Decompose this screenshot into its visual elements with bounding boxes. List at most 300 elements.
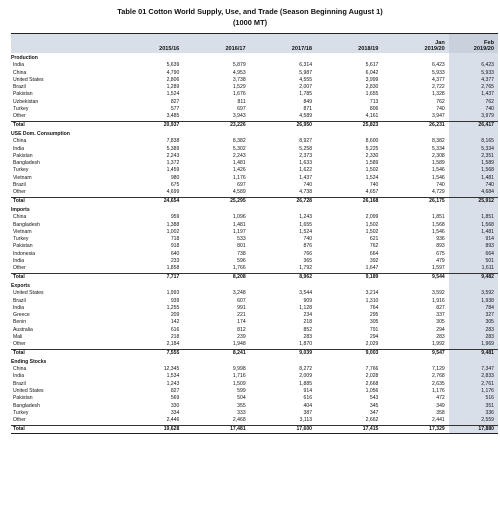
- table-row: [11, 373, 498, 380]
- value-cell: 876: [303, 243, 313, 250]
- value-cell: 980: [170, 174, 180, 181]
- total-value-cell: 8,962: [250, 273, 316, 281]
- value-cell: 607: [237, 297, 246, 304]
- header-2016-17: 2016/17: [183, 34, 249, 54]
- header-2015-16: 2015/16: [117, 34, 183, 54]
- table-header: [11, 34, 498, 54]
- total-value-cell: 17,329: [382, 425, 448, 433]
- value-cell: 871: [303, 106, 313, 113]
- value-cell: 1,858: [166, 265, 180, 272]
- row-label: Turkey: [13, 409, 29, 416]
- value-cell: 740: [436, 106, 445, 113]
- value-cell: 1,481: [232, 160, 246, 167]
- value-cell: 345: [369, 402, 379, 409]
- value-cell: 8,272: [299, 366, 313, 373]
- total-value-cell: 24,654: [117, 197, 183, 205]
- value-cell: 305: [369, 319, 379, 326]
- value-cell: 664: [449, 251, 498, 258]
- table-row: [11, 182, 498, 189]
- empty-cell: [316, 129, 382, 138]
- value-cell: 5,334: [449, 146, 498, 153]
- value-cell: 1,310: [365, 297, 379, 304]
- value-cell: 3,485: [166, 113, 180, 120]
- value-cell: 762: [436, 98, 445, 105]
- value-cell: 621: [369, 236, 379, 243]
- value-cell: 740: [449, 106, 498, 113]
- empty-cell: [117, 129, 183, 138]
- value-cell: 1,388: [166, 221, 180, 228]
- row-label: Bangladesh: [13, 160, 40, 167]
- empty-cell: [250, 53, 316, 62]
- empty-cell: [117, 53, 183, 62]
- total-value-cell: 7,717: [117, 273, 183, 281]
- value-cell: 142: [170, 319, 180, 326]
- value-cell: 1,546: [432, 174, 445, 181]
- row-label: Other: [13, 265, 26, 272]
- total-value-cell: 26,231: [382, 121, 448, 129]
- empty-cell: [117, 357, 183, 366]
- cotton-supply-table: [11, 33, 498, 434]
- value-cell: 1,633: [299, 160, 313, 167]
- table-row: [11, 290, 498, 297]
- value-cell: 766: [303, 250, 313, 257]
- value-cell: 3,999: [365, 76, 379, 83]
- section-title: Production: [11, 55, 38, 61]
- value-cell: 936: [436, 236, 445, 243]
- row-label: Pakistan: [13, 91, 33, 98]
- value-cell: 7,766: [365, 366, 379, 373]
- value-cell: 3,113: [299, 417, 313, 424]
- value-cell: 1,437: [299, 174, 313, 181]
- value-cell: 2,308: [432, 152, 445, 159]
- value-cell: 349: [436, 402, 445, 409]
- row-label: United States: [13, 290, 44, 297]
- value-cell: 939: [170, 297, 180, 304]
- value-cell: 762: [449, 99, 498, 106]
- total-label: Total: [11, 425, 117, 433]
- value-cell: 4,699: [166, 189, 180, 196]
- value-cell: 738: [237, 250, 246, 257]
- total-value-cell: 9,544: [382, 273, 448, 281]
- section-header-row: [11, 281, 498, 290]
- total-value-cell: 26,175: [382, 197, 448, 205]
- row-label: Other: [13, 113, 26, 120]
- value-cell: 5,258: [299, 145, 313, 152]
- value-cell: 1,589: [365, 160, 379, 167]
- value-cell: 5,617: [365, 62, 379, 69]
- total-row: [11, 349, 498, 357]
- empty-cell: [183, 205, 249, 214]
- value-cell: 355: [237, 402, 246, 409]
- empty-cell: [382, 357, 448, 366]
- row-label: Vietnam: [13, 174, 32, 181]
- table-row: [11, 153, 498, 160]
- value-cell: 1,870: [299, 341, 313, 348]
- value-cell: 2,243: [166, 152, 180, 159]
- value-cell: 5,879: [232, 62, 246, 69]
- row-label: Vietnam: [13, 228, 32, 235]
- value-cell: 1,243: [299, 214, 313, 221]
- value-cell: 1,289: [166, 84, 180, 91]
- table-subtitle: (1000 MT): [232, 18, 268, 27]
- row-label: Pakistan: [13, 395, 33, 402]
- value-cell: 918: [170, 243, 180, 250]
- total-row: [11, 121, 498, 129]
- value-cell: 713: [369, 98, 379, 105]
- value-cell: 504: [237, 395, 246, 402]
- value-cell: 283: [449, 334, 498, 341]
- value-cell: 4,790: [166, 69, 180, 76]
- value-cell: 347: [369, 409, 379, 416]
- value-cell: 2,668: [365, 380, 379, 387]
- row-label: Bangladesh: [13, 402, 40, 409]
- total-row: [11, 425, 498, 433]
- row-label: Pakistan: [13, 243, 33, 250]
- table-row: [11, 91, 498, 98]
- value-cell: 1,969: [449, 341, 498, 349]
- total-value-cell: 9,482: [449, 273, 498, 281]
- value-cell: 1,546: [432, 167, 445, 174]
- empty-cell: [449, 357, 498, 366]
- value-cell: 740: [303, 182, 313, 189]
- value-cell: 7,347: [449, 366, 498, 373]
- section-header-row: [11, 53, 498, 62]
- table-row: [11, 334, 498, 341]
- value-cell: 1,481: [449, 175, 498, 182]
- header-label-cell: [11, 34, 117, 54]
- table-row: [11, 106, 498, 113]
- row-label: India: [13, 145, 25, 152]
- total-label: Total: [11, 273, 117, 281]
- row-label: Mali: [13, 333, 23, 340]
- value-cell: 1,622: [299, 167, 313, 174]
- value-cell: 740: [369, 182, 379, 189]
- value-cell: 333: [237, 409, 246, 416]
- table-row: [11, 62, 498, 69]
- table-row: [11, 381, 498, 388]
- value-cell: 909: [303, 297, 313, 304]
- value-cell: 1,176: [432, 388, 445, 395]
- value-cell: 2,029: [365, 341, 379, 348]
- empty-cell: [183, 281, 249, 290]
- value-cell: 675: [170, 182, 180, 189]
- value-cell: 1,426: [232, 167, 246, 174]
- value-cell: 1,938: [449, 298, 498, 305]
- value-cell: 233: [170, 258, 180, 265]
- value-cell: 1,568: [449, 167, 498, 174]
- value-cell: 234: [303, 312, 313, 319]
- value-cell: 174: [237, 319, 246, 326]
- value-cell: 827: [436, 304, 445, 311]
- empty-cell: [250, 205, 316, 214]
- value-cell: 404: [303, 402, 313, 409]
- value-cell: 1,589: [432, 160, 445, 167]
- value-cell: 2,559: [449, 417, 498, 425]
- table-row: [11, 341, 498, 349]
- value-cell: 543: [369, 395, 379, 402]
- value-cell: 5,933: [449, 70, 498, 77]
- empty-cell: [449, 205, 498, 214]
- row-label: Benin: [13, 319, 27, 326]
- total-value-cell: 8,208: [183, 273, 249, 281]
- table-row: [11, 265, 498, 273]
- value-cell: 5,639: [166, 62, 180, 69]
- total-value-cell: 17,880: [449, 425, 498, 433]
- empty-cell: [183, 53, 249, 62]
- value-cell: 827: [170, 98, 180, 105]
- value-cell: 569: [170, 395, 180, 402]
- total-value-cell: 26,168: [316, 197, 382, 205]
- value-cell: 1,096: [232, 214, 246, 221]
- value-cell: 336: [449, 410, 498, 417]
- empty-cell: [382, 281, 448, 290]
- total-value-cell: 9,481: [449, 349, 498, 357]
- header-2018-19: 2018/19: [316, 34, 382, 54]
- empty-cell: [382, 205, 448, 214]
- row-label: Brazil: [13, 84, 26, 91]
- value-cell: 283: [449, 327, 498, 334]
- row-label: Other: [13, 417, 26, 424]
- value-cell: 327: [449, 312, 498, 319]
- table-row: [11, 327, 498, 334]
- total-label: Total: [11, 349, 117, 357]
- total-value-cell: 9,189: [316, 273, 382, 281]
- value-cell: 675: [436, 250, 445, 257]
- total-value-cell: 19,628: [117, 425, 183, 433]
- value-cell: 784: [449, 305, 498, 312]
- value-cell: 2,468: [232, 417, 246, 424]
- value-cell: 1,568: [449, 222, 498, 229]
- value-cell: 2,635: [432, 380, 445, 387]
- value-cell: 1,128: [299, 304, 313, 311]
- value-cell: 8,382: [232, 138, 246, 145]
- row-label: India: [13, 62, 25, 69]
- value-cell: 2,806: [166, 76, 180, 83]
- total-value-cell: 17,481: [183, 425, 249, 433]
- table-row: [11, 417, 498, 425]
- value-cell: 4,589: [232, 189, 246, 196]
- value-cell: 3,592: [432, 290, 445, 297]
- value-cell: 1,328: [432, 91, 445, 98]
- value-cell: 849: [303, 98, 313, 105]
- value-cell: 893: [436, 243, 445, 250]
- row-label: United States: [13, 76, 44, 83]
- total-value-cell: 25,912: [449, 197, 498, 205]
- empty-cell: [250, 281, 316, 290]
- value-cell: 4,377: [449, 77, 498, 84]
- value-cell: 1,948: [232, 341, 246, 348]
- value-cell: 5,334: [432, 145, 445, 152]
- value-cell: 616: [303, 395, 313, 402]
- total-value-cell: 8,241: [183, 349, 249, 357]
- row-label: India: [13, 258, 25, 265]
- value-cell: 599: [237, 388, 246, 395]
- table-row: [11, 84, 498, 91]
- row-label: Brazil: [13, 297, 26, 304]
- table-row: [11, 175, 498, 182]
- value-cell: 791: [369, 326, 379, 333]
- value-cell: 516: [449, 395, 498, 402]
- value-cell: 1,437: [449, 91, 498, 98]
- value-cell: 283: [436, 333, 445, 340]
- value-cell: 740: [303, 236, 313, 243]
- table-row: [11, 243, 498, 250]
- value-cell: 305: [449, 319, 498, 326]
- value-cell: 294: [369, 333, 379, 340]
- value-cell: 8,382: [432, 138, 445, 145]
- value-cell: 2,007: [299, 84, 313, 91]
- value-cell: 1,197: [232, 228, 246, 235]
- row-label: Turkey: [13, 106, 29, 113]
- value-cell: 811: [237, 98, 246, 105]
- value-cell: 7,838: [166, 138, 180, 145]
- value-cell: 387: [303, 409, 313, 416]
- table-row: [11, 251, 498, 258]
- table-row: [11, 189, 498, 197]
- value-cell: 3,544: [299, 290, 313, 297]
- value-cell: 334: [170, 409, 180, 416]
- table-row: [11, 312, 498, 319]
- table-row: [11, 138, 498, 145]
- value-cell: 294: [436, 326, 445, 333]
- table-row: [11, 222, 498, 229]
- value-cell: 914: [449, 236, 498, 243]
- value-cell: 337: [436, 312, 445, 319]
- value-cell: 1,534: [166, 373, 180, 380]
- value-cell: 2,099: [365, 214, 379, 221]
- value-cell: 3,947: [432, 113, 445, 120]
- value-cell: 718: [170, 236, 180, 243]
- value-cell: 9,998: [232, 366, 246, 373]
- total-value-cell: 20,937: [117, 121, 183, 129]
- value-cell: 221: [237, 312, 246, 319]
- value-cell: 1,529: [232, 84, 246, 91]
- value-cell: 3,738: [232, 76, 246, 83]
- value-cell: 4,161: [365, 113, 379, 120]
- total-value-cell: 17,415: [316, 425, 382, 433]
- row-label: United States: [13, 388, 44, 395]
- value-cell: 852: [303, 326, 313, 333]
- value-cell: 2,184: [166, 341, 180, 348]
- value-cell: 1,459: [166, 167, 180, 174]
- row-label: Turkey: [13, 167, 29, 174]
- table-row: [11, 258, 498, 265]
- total-value-cell: 26,950: [250, 121, 316, 129]
- value-cell: 7,129: [432, 366, 445, 373]
- value-cell: 2,830: [365, 84, 379, 91]
- row-label: India: [13, 304, 25, 311]
- value-cell: 218: [303, 319, 313, 326]
- value-cell: 1,851: [449, 214, 498, 221]
- value-cell: 1,255: [166, 304, 180, 311]
- section-title: Imports: [11, 206, 30, 213]
- value-cell: 2,373: [299, 152, 313, 159]
- total-value-cell: 9,003: [316, 349, 382, 357]
- total-label: Total: [11, 197, 117, 205]
- value-cell: 2,009: [299, 373, 313, 380]
- header-feb-2019-20: Feb 2019/20: [449, 34, 498, 54]
- empty-cell: [316, 281, 382, 290]
- table-title: Table 01 Cotton World Supply, Use, and Trade (Season Beginning August 1): [117, 7, 383, 16]
- table-row: [11, 160, 498, 167]
- total-value-cell: 25,295: [183, 197, 249, 205]
- value-cell: 1,176: [232, 174, 246, 181]
- table-row: [11, 403, 498, 410]
- section-header-row: [11, 357, 498, 366]
- value-cell: 6,314: [299, 62, 313, 69]
- empty-cell: [382, 53, 448, 62]
- total-value-cell: 7,555: [117, 349, 183, 357]
- value-cell: 2,028: [365, 373, 379, 380]
- value-cell: 1,481: [449, 229, 498, 236]
- table-row: [11, 70, 498, 77]
- value-cell: 697: [237, 106, 246, 113]
- section-header-row: [11, 205, 498, 214]
- row-label: Australia: [13, 326, 33, 333]
- value-cell: 533: [237, 236, 246, 243]
- section-title: Ending Stocks: [11, 358, 47, 365]
- total-value-cell: 9,547: [382, 349, 448, 357]
- value-cell: 3,592: [449, 290, 498, 297]
- value-cell: 4,738: [299, 189, 313, 196]
- value-cell: 5,225: [365, 145, 379, 152]
- table-row: [11, 77, 498, 84]
- value-cell: 1,655: [365, 91, 379, 98]
- section-title: Exports: [11, 282, 30, 289]
- total-value-cell: 9,039: [250, 349, 316, 357]
- section-title: USE Dom. Consumption: [11, 130, 70, 137]
- value-cell: 4,377: [432, 76, 445, 83]
- value-cell: 991: [237, 304, 246, 311]
- section-header-row: [11, 129, 498, 138]
- value-cell: 2,330: [365, 152, 379, 159]
- empty-cell: [316, 205, 382, 214]
- value-cell: 2,441: [432, 417, 445, 424]
- value-cell: 914: [303, 388, 313, 395]
- table-row: [11, 410, 498, 417]
- empty-cell: [316, 357, 382, 366]
- row-label: India: [13, 373, 25, 380]
- value-cell: 1,002: [166, 228, 180, 235]
- value-cell: 1,056: [365, 388, 379, 395]
- value-cell: 4,657: [365, 189, 379, 196]
- value-cell: 5,933: [432, 69, 445, 76]
- empty-cell: [250, 357, 316, 366]
- value-cell: 1,502: [365, 167, 379, 174]
- value-cell: 8,600: [365, 138, 379, 145]
- value-cell: 5,302: [232, 145, 246, 152]
- value-cell: 1,524: [166, 91, 180, 98]
- value-cell: 640: [170, 250, 180, 257]
- value-cell: 1,676: [232, 91, 246, 98]
- value-cell: 5,389: [166, 145, 180, 152]
- value-cell: 6,042: [365, 69, 379, 76]
- value-cell: 305: [436, 319, 445, 326]
- table-row: [11, 146, 498, 153]
- value-cell: 4,555: [299, 76, 313, 83]
- row-label: China: [13, 138, 27, 145]
- value-cell: 577: [170, 106, 180, 113]
- value-cell: 4,729: [432, 189, 445, 196]
- row-label: Pakistan: [13, 152, 33, 159]
- value-cell: 1,509: [232, 380, 246, 387]
- table-row: [11, 167, 498, 174]
- value-cell: 762: [369, 243, 379, 250]
- value-cell: 1,785: [299, 91, 313, 98]
- total-value-cell: 23,226: [183, 121, 249, 129]
- table-body: [11, 53, 498, 433]
- value-cell: 893: [449, 243, 498, 250]
